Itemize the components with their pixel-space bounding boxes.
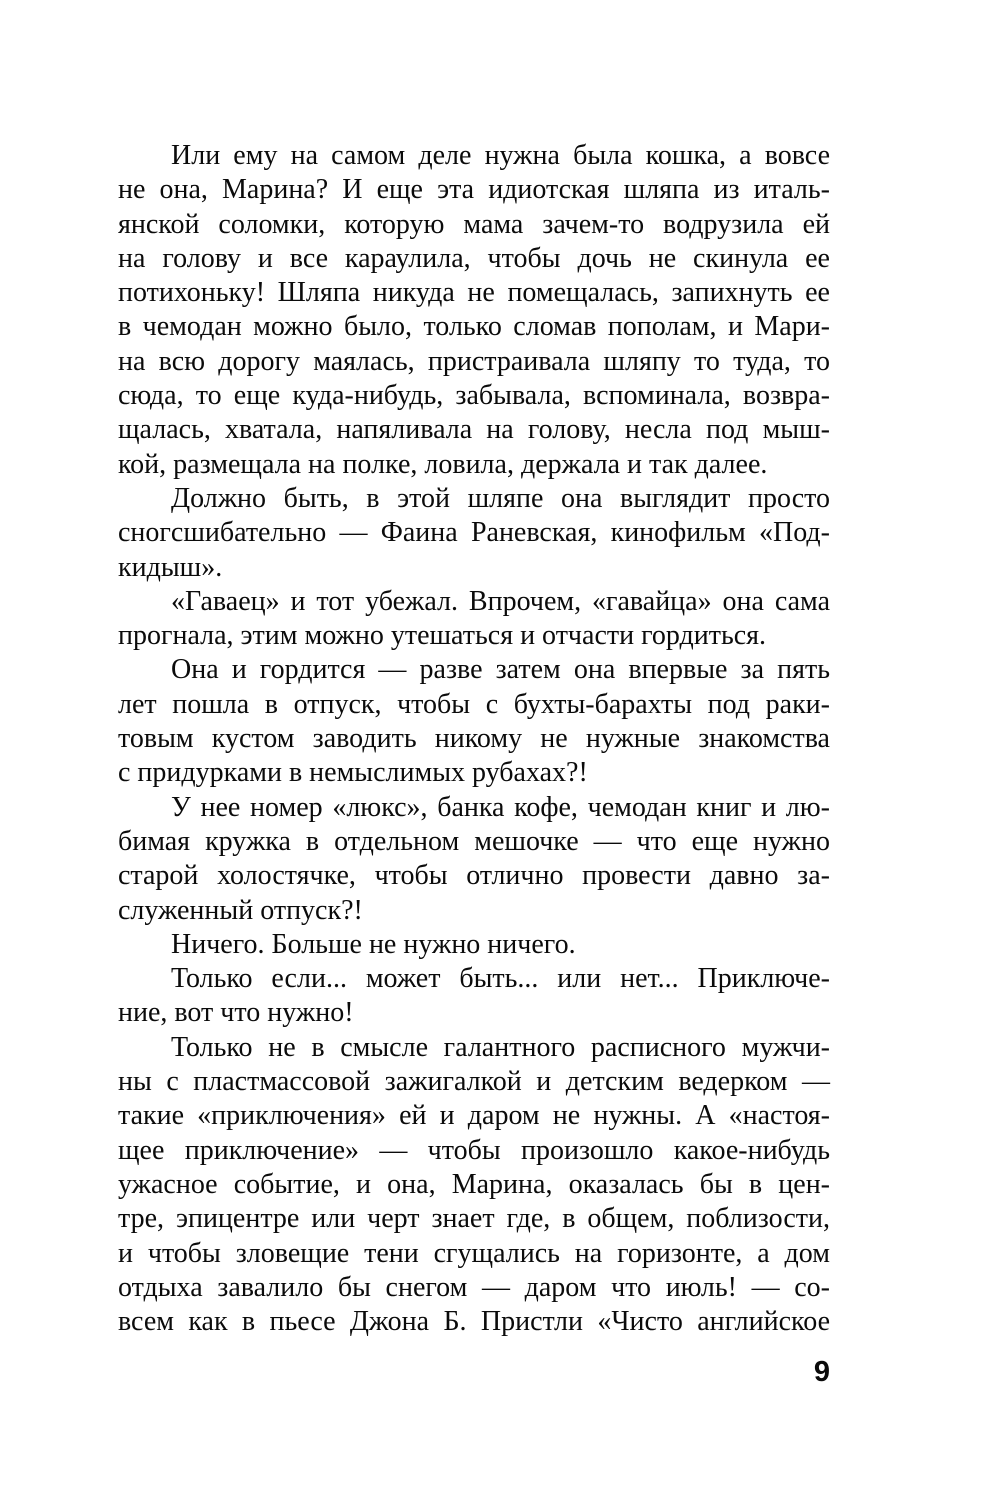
text-line: на всю дорогу маялась, пристраивала шляпу то туда, то bbox=[118, 345, 830, 377]
paragraph bbox=[118, 139, 830, 482]
text-line: такие «приключения» ей и даром не нужны. А «настоя- bbox=[118, 1100, 830, 1132]
paragraph bbox=[118, 482, 830, 585]
text-line: старой холостячке, чтобы отлично провести давно за- bbox=[118, 860, 830, 892]
text-line: Она и гордится — разве затем она впервые за пять bbox=[171, 654, 830, 686]
paragraph bbox=[118, 962, 830, 1031]
text-line: Только если... может быть... или нет... Приключе- bbox=[171, 963, 830, 995]
text-line: тре, эпицентре или черт знает где, в общем, поблизости, bbox=[118, 1203, 830, 1235]
text-line: на голову и все караулила, чтобы дочь не скинула ее bbox=[118, 242, 830, 274]
text-line: прогнала, этим можно утешаться и отчасти гордиться. bbox=[118, 620, 767, 652]
paragraph bbox=[118, 791, 830, 928]
text-line: с придурками в немыслимых рубахах?! bbox=[118, 757, 588, 789]
text-line: и чтобы зловещие тени сгущались на горизонте, а дом bbox=[118, 1237, 830, 1269]
text-line: ны с пластмассовой зажигалкой и детским ведерком — bbox=[118, 1066, 830, 1098]
text-line: ние, вот что нужно! bbox=[118, 997, 354, 1029]
text-line: бимая кружка в отдельном мешочке — что еще нужно bbox=[118, 825, 830, 857]
text-line: сногсшибательно — Фаина Раневская, кинофильм «Под- bbox=[118, 517, 830, 549]
paragraph bbox=[118, 1031, 830, 1340]
text-line: щее приключение» — чтобы произошло какое-нибудь bbox=[118, 1134, 830, 1166]
page-number: 9 bbox=[813, 1356, 830, 1388]
text-line: служенный отпуск?! bbox=[118, 894, 363, 926]
text-line: кидыш». bbox=[118, 551, 223, 583]
text-line: не она, Марина? И еще эта идиотская шляпа из италь- bbox=[118, 174, 830, 206]
text-line: потихоньку! Шляпа никуда не помещалась, запихнуть ее bbox=[118, 277, 830, 309]
text-line: отдыха завалило бы снегом — даром что июль! — со- bbox=[118, 1271, 830, 1303]
text-line: щалась, хватала, напяливала на голову, несла под мыш- bbox=[118, 414, 830, 446]
text-line: Только не в смысле галантного расписного мужчи- bbox=[171, 1031, 830, 1063]
text-line: Ничего. Больше не нужно ничего. bbox=[171, 928, 576, 960]
text-line: Должно быть, в этой шляпе она выглядит просто bbox=[171, 482, 830, 514]
text-line: всем как в пьесе Джона Б. Пристли «Чисто английское bbox=[118, 1306, 830, 1338]
text-line: кой, размещала на полке, ловила, держала и так далее. bbox=[118, 448, 768, 480]
text-line: «Гаваец» и тот убежал. Впрочем, «гавайца» она сама bbox=[171, 585, 830, 617]
text-line: сюда, то еще куда-нибудь, забывала, вспоминала, возвра- bbox=[118, 380, 830, 412]
text-line: Или ему на самом деле нужна была кошка, а вовсе bbox=[171, 140, 830, 171]
paragraph bbox=[118, 928, 830, 962]
text-line: У нее номер «люкс», банка кофе, чемодан книг и лю- bbox=[171, 791, 830, 823]
text-line: лет пошла в отпуск, чтобы с бухты-барахты под раки- bbox=[118, 688, 830, 720]
text-line: в чемодан можно было, только сломав пополам, и Мари- bbox=[118, 311, 830, 343]
paragraph bbox=[118, 653, 830, 790]
text-line: янской соломки, которую мама зачем-то водрузила ей bbox=[118, 208, 830, 240]
text-line: товым кустом заводить никому не нужные знакомства bbox=[118, 723, 830, 755]
paragraph bbox=[118, 585, 830, 654]
page-text bbox=[118, 139, 830, 1339]
text-line: ужасное событие, и она, Марина, оказалась бы в цен- bbox=[118, 1168, 830, 1200]
